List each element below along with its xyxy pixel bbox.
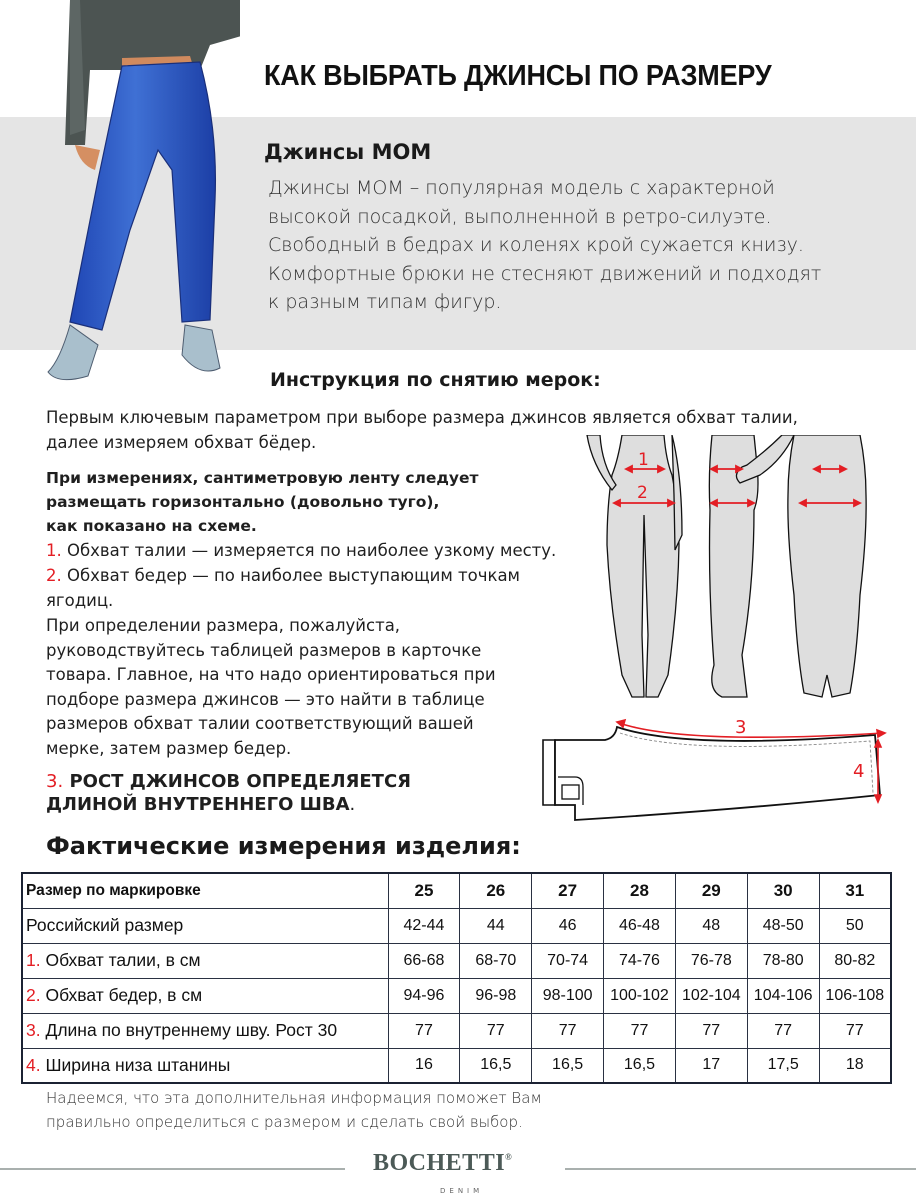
table-row — [22, 1013, 891, 1048]
table-cell: 66-68 — [388, 943, 460, 978]
step-number: 2. — [46, 566, 62, 585]
intro-line: Первым ключевым параметром при выборе размера джинсов является обхват талии, — [46, 408, 798, 427]
step-2 — [46, 564, 520, 613]
label-3: 3 — [735, 717, 747, 738]
row-label — [22, 908, 388, 943]
table-cell: 17 — [675, 1048, 747, 1083]
table-cell: 77 — [819, 1013, 891, 1048]
model-description — [268, 174, 888, 317]
step-period: . — [349, 794, 356, 815]
instructions-title: Инструкция по снятию мерок: — [270, 369, 601, 391]
table-cell: 50 — [819, 908, 891, 943]
table-row — [22, 908, 891, 943]
step-number: 3. — [46, 771, 64, 792]
table-cell: 16 — [388, 1048, 460, 1083]
table-row — [22, 943, 891, 978]
footnote-line: Надеемся, что эта дополнительная информация поможет Вам — [46, 1089, 542, 1107]
size-table — [21, 872, 892, 1084]
table-cell: 77 — [604, 1013, 676, 1048]
desc-line: Комфортные брюки не стесняют движений и подходят — [268, 262, 822, 285]
table-cell: 77 — [747, 1013, 819, 1048]
bold-line: При измерениях, сантиметровую ленту следует — [46, 469, 479, 487]
table-row — [22, 978, 891, 1013]
step-3 — [46, 770, 411, 816]
table-cell: 42-44 — [388, 908, 460, 943]
desc-line: Джинсы МОМ – популярная модель с характерной — [268, 177, 775, 199]
bold-line: как показано на схеме. — [46, 517, 257, 535]
row-number: 1. — [26, 950, 41, 970]
row-label — [22, 1048, 388, 1083]
row-label — [22, 1013, 388, 1048]
row-label — [22, 978, 388, 1013]
step-1 — [46, 539, 556, 564]
brand-name: BOCHETTI — [373, 1150, 506, 1176]
table-header-row — [22, 873, 891, 908]
label-4: 4 — [853, 761, 865, 782]
step-text-cont: ягодиц. — [46, 590, 114, 610]
advice-line: размеров обхват талии соответствующий вашей — [46, 714, 474, 733]
desc-line: Свободный в бедрах и коленях крой сужается книзу. — [268, 234, 804, 256]
table-cell: 16,5 — [532, 1048, 604, 1083]
table-cell: 70-74 — [532, 943, 604, 978]
intro-line: далее измеряем обхват бёдер. — [46, 432, 317, 452]
desc-line: к разным типам фигур. — [268, 291, 502, 313]
step-text: РОСТ ДЖИНСОВ ОПРЕДЕЛЯЕТСЯ — [63, 771, 412, 792]
table-cell: 78-80 — [747, 943, 819, 978]
table-cell: 77 — [675, 1013, 747, 1048]
advice-text — [46, 614, 496, 761]
table-cell: 77 — [532, 1013, 604, 1048]
table-cell: 104-106 — [747, 978, 819, 1013]
table-cell: 77 — [388, 1013, 460, 1048]
size-col-header: 29 — [675, 873, 747, 908]
advice-line: товара. Главное, на что надо ориентироваться при — [46, 665, 496, 684]
row-label-text: Длина по внутреннему шву. Рост 30 — [40, 1020, 338, 1040]
brand-subtitle: DENIM — [440, 1187, 484, 1195]
step-number: 1. — [46, 541, 62, 560]
tape-instruction — [46, 466, 479, 538]
table-cell: 46 — [532, 908, 604, 943]
table-cell: 76-78 — [675, 943, 747, 978]
row-number: 2. — [26, 985, 41, 1005]
footnote — [46, 1086, 542, 1134]
step-text: Обхват бедер — по наиболее выступающим точкам — [61, 566, 521, 585]
table-cell: 17,5 — [747, 1048, 819, 1083]
row-label-text: Обхват талии, в см — [40, 950, 201, 970]
table-cell: 68-70 — [460, 943, 532, 978]
row-label — [22, 943, 388, 978]
size-col-header: 27 — [532, 873, 604, 908]
table-cell: 80-82 — [819, 943, 891, 978]
model-illustration — [40, 0, 240, 400]
size-col-header: 25 — [388, 873, 460, 908]
table-cell: 102-104 — [675, 978, 747, 1013]
table-cell: 18 — [819, 1048, 891, 1083]
advice-line: руководствуйтесь таблицей размеров в карточке — [46, 640, 482, 660]
page-title: КАК ВЫБРАТЬ ДЖИНСЫ ПО РАЗМЕРУ — [264, 60, 772, 92]
desc-line: высокой посадкой, выполненной в ретро-силуэте. — [268, 205, 772, 228]
header-label: Размер по маркировке — [22, 873, 388, 908]
table-cell: 77 — [460, 1013, 532, 1048]
row-label-text: Российский размер — [26, 915, 184, 935]
label-2: 2 — [637, 483, 648, 503]
divider-left — [0, 1168, 345, 1170]
jeans-flat-diagram — [535, 705, 895, 830]
bold-line: размещать горизонтально (довольно туго), — [46, 493, 440, 511]
table-cell: 48-50 — [747, 908, 819, 943]
table-cell: 16,5 — [460, 1048, 532, 1083]
step-text: Обхват талии — измеряется по наиболее узкому месту. — [61, 541, 557, 560]
divider-right — [565, 1168, 916, 1170]
row-number: 3. — [26, 1020, 41, 1040]
size-col-header: 26 — [460, 873, 532, 908]
advice-line: При определении размера, пожалуйста, — [46, 616, 401, 635]
advice-line: мерке, затем размер бедер. — [46, 738, 292, 758]
table-cell: 74-76 — [604, 943, 676, 978]
step-text: ДЛИНОЙ ВНУТРЕННЕГО ШВА — [46, 794, 350, 815]
table-title: Фактические измерения изделия: — [46, 832, 521, 860]
size-col-header: 31 — [819, 873, 891, 908]
registered-mark: ® — [505, 1152, 513, 1162]
label-1: 1 — [638, 450, 649, 470]
size-col-header: 30 — [747, 873, 819, 908]
table-cell: 106-108 — [819, 978, 891, 1013]
table-row — [22, 1048, 891, 1083]
table-cell: 96-98 — [460, 978, 532, 1013]
row-number: 4. — [26, 1054, 41, 1075]
model-title: Джинсы МОМ — [264, 140, 432, 164]
size-col-header: 28 — [604, 873, 676, 908]
row-label-text: Ширина низа штанины — [40, 1054, 231, 1075]
table-cell: 100-102 — [604, 978, 676, 1013]
table-cell: 94-96 — [388, 978, 460, 1013]
table-cell: 16,5 — [604, 1048, 676, 1083]
body-measurement-diagram — [582, 435, 916, 700]
table-cell: 46-48 — [604, 908, 676, 943]
advice-line: подборе размера джинсов — это найти в таблице — [46, 689, 485, 709]
row-label-text: Обхват бедер, в см — [40, 985, 203, 1005]
brand-logo — [373, 1150, 512, 1177]
table-cell: 44 — [460, 908, 532, 943]
footnote-line: правильно определиться с размером и сделать свой выбор. — [46, 1113, 523, 1131]
table-cell: 48 — [675, 908, 747, 943]
table-cell: 98-100 — [532, 978, 604, 1013]
